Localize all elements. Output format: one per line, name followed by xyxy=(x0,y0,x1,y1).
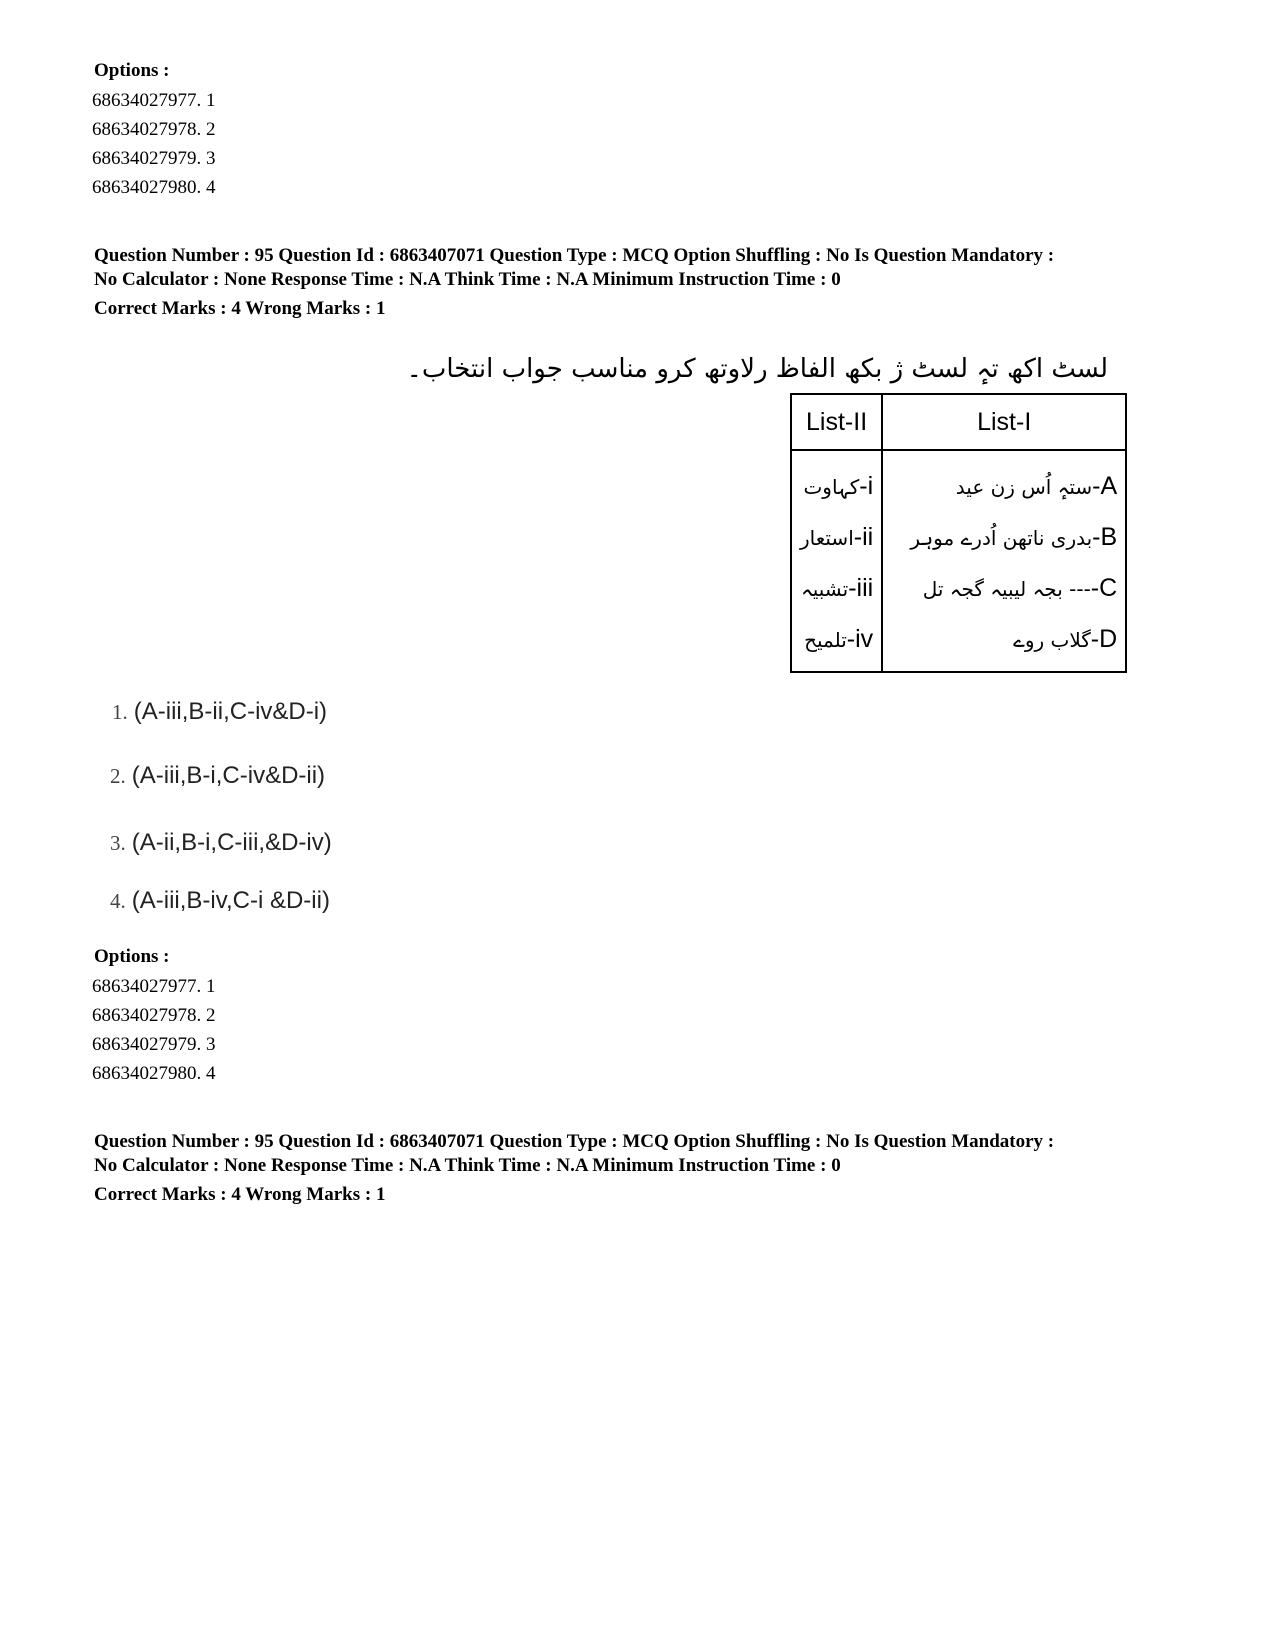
option-id-1: 68634027977. 1 xyxy=(92,976,216,997)
list-i-column xyxy=(882,450,1126,672)
list-ii-text: کہاوت xyxy=(803,475,860,499)
list-i-letter: A xyxy=(1100,472,1118,500)
list-ii-num: ii xyxy=(862,523,874,551)
list-ii-text: استعار xyxy=(800,526,854,550)
list-i-letter: B xyxy=(1100,523,1118,551)
option-id-4: 68634027980. 4 xyxy=(92,177,216,198)
choice-text: (A-iii,B-i,C-iv&D-ii) xyxy=(131,762,326,789)
options-label: Options : xyxy=(94,946,170,967)
answer-choice-4 xyxy=(110,887,330,915)
list-ii-num: iii xyxy=(856,574,874,602)
list-ii-column xyxy=(791,450,882,672)
option-id-3: 68634027979. 3 xyxy=(92,148,216,169)
question-settings-line: No Calculator : None Response Time : N.A Think Time : N.A Minimum Instruction Time : 0 xyxy=(94,269,841,290)
options-label: Options : xyxy=(94,60,170,81)
answer-choice-1 xyxy=(112,698,327,726)
list-i-letter: C xyxy=(1099,574,1118,602)
list-ii-text: تلمیح xyxy=(804,628,847,652)
option-id-3: 68634027979. 3 xyxy=(92,1034,216,1055)
answer-choice-2 xyxy=(110,762,325,790)
list-i-item: بجہ لیبیہ گجہ تل ----C xyxy=(922,574,1118,602)
choice-number: 2. xyxy=(110,764,126,788)
option-id-2: 68634027978. 2 xyxy=(92,119,216,140)
list-ii-item: تشبیہ-iii xyxy=(800,574,874,602)
option-id-1: 68634027977. 1 xyxy=(92,90,216,111)
list-i-text: گلاب روے xyxy=(1013,628,1091,652)
question-settings-line: No Calculator : None Response Time : N.A Think Time : N.A Minimum Instruction Time : 0 xyxy=(94,1155,841,1176)
choice-text: (A-iii,B-ii,C-iv&D-i) xyxy=(133,698,328,725)
match-table xyxy=(790,393,1127,673)
choice-number: 4. xyxy=(110,889,126,913)
list-i-item: ستہٕ اُس زن عید-A xyxy=(955,472,1118,500)
question-marks-line: Correct Marks : 4 Wrong Marks : 1 xyxy=(94,1184,386,1205)
choice-number: 1. xyxy=(112,700,128,724)
urdu-question-heading: لسٹ اکھ تہٕ لسٹ ژ بکھ الفاظ رلاوتھ کرو مناسب جواب انتخاب۔ xyxy=(406,354,1108,384)
list-i-item: بدری ناتھن اُدرے موہر-B xyxy=(910,523,1118,551)
list-ii-item: تلمیح-iv xyxy=(804,625,874,653)
list-ii-text: تشبیہ xyxy=(800,577,849,601)
list-i-text: بدری ناتھن اُدرے موہر xyxy=(910,526,1093,550)
choice-number: 3. xyxy=(110,831,126,855)
list-i-text: ستہٕ اُس زن عید xyxy=(955,475,1093,499)
list-i-letter: D xyxy=(1099,625,1118,653)
list-ii-num: iv xyxy=(855,625,874,653)
question-marks-line: Correct Marks : 4 Wrong Marks : 1 xyxy=(94,298,386,319)
question-info-line: Question Number : 95 Question Id : 6863407071 Question Type : MCQ Option Shuffling : No Is Question Mandatory : xyxy=(94,1131,1055,1152)
list-ii-num: i xyxy=(867,472,874,500)
header-list-i: List-I xyxy=(882,394,1126,450)
list-i-item: گلاب روے-D xyxy=(1013,625,1118,653)
list-ii-item: کہاوت-i xyxy=(803,472,874,500)
answer-choice-3 xyxy=(110,829,332,857)
header-list-ii: List-II xyxy=(791,394,882,450)
choice-text: (A-ii,B-i,C-iii,&D-iv) xyxy=(131,829,332,856)
question-info-line: Question Number : 95 Question Id : 6863407071 Question Type : MCQ Option Shuffling : No Is Question Mandatory : xyxy=(94,245,1055,266)
choice-text: (A-iii,B-iv,C-i &D-ii) xyxy=(131,887,330,914)
list-i-text: بجہ لیبیہ گجہ تل --- xyxy=(922,577,1091,601)
list-ii-item: استعار-ii xyxy=(800,523,874,551)
option-id-2: 68634027978. 2 xyxy=(92,1005,216,1026)
option-id-4: 68634027980. 4 xyxy=(92,1063,216,1084)
